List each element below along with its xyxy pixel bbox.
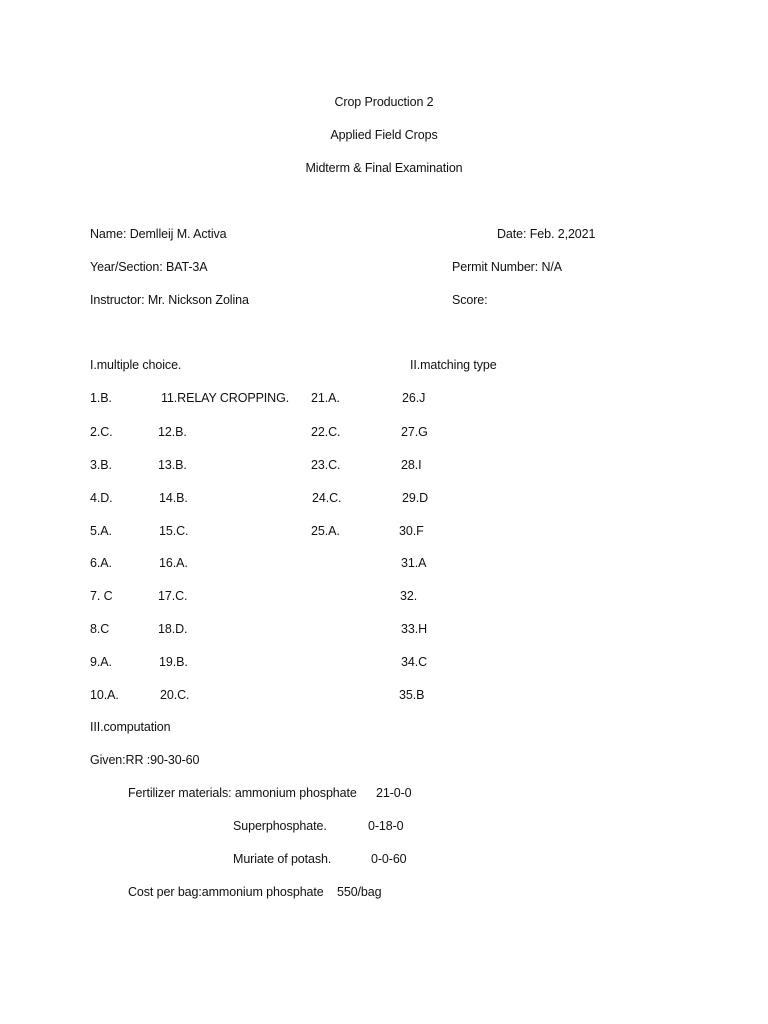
- student-name: Name: Demlleij M. Activa: [90, 227, 227, 241]
- answer-21: 21.A.: [311, 391, 340, 405]
- answer-7: 7. C: [90, 589, 113, 603]
- answer-22: 22.C.: [311, 425, 341, 439]
- fertilizer-materials-value: 21-0-0: [376, 786, 412, 800]
- answer-17: 17.C.: [158, 589, 188, 603]
- answer-19: 19.B.: [159, 655, 188, 669]
- answer-4: 4.D.: [90, 491, 113, 505]
- answer-26: 26.J: [402, 391, 426, 405]
- answer-18: 18.D.: [158, 622, 188, 636]
- answer-3: 3.B.: [90, 458, 112, 472]
- answer-16: 16.A.: [159, 556, 188, 570]
- section-computation: III.computation: [90, 720, 171, 734]
- answer-35: 35.B: [399, 688, 425, 702]
- answer-5: 5.A.: [90, 524, 112, 538]
- muriate-label: Muriate of potash.: [233, 852, 332, 866]
- answer-6: 6.A.: [90, 556, 112, 570]
- exam-title: Midterm & Final Examination: [305, 161, 463, 175]
- superphosphate-label: Superphosphate.: [233, 819, 327, 833]
- section-multiple-choice: I.multiple choice.: [90, 358, 182, 372]
- answer-13: 13.B.: [158, 458, 187, 472]
- answer-2: 2.C.: [90, 425, 113, 439]
- subject-title: Applied Field Crops: [330, 128, 438, 142]
- instructor: Instructor: Mr. Nickson Zolina: [90, 293, 249, 307]
- answer-20: 20.C.: [160, 688, 190, 702]
- course-title: Crop Production 2: [334, 95, 434, 109]
- section-matching-type: II.matching type: [410, 358, 497, 372]
- year-section: Year/Section: BAT-3A: [90, 260, 208, 274]
- answer-29: 29.D: [402, 491, 429, 505]
- answer-23: 23.C.: [311, 458, 341, 472]
- answer-9: 9.A.: [90, 655, 112, 669]
- muriate-value: 0-0-60: [371, 852, 407, 866]
- exam-date: Date: Feb. 2,2021: [497, 227, 596, 241]
- answer-11: 11.RELAY CROPPING.: [161, 391, 290, 405]
- answer-33: 33.H: [401, 622, 428, 636]
- fertilizer-materials-label: Fertilizer materials: ammonium phosphate: [128, 786, 357, 800]
- answer-1: 1.B.: [90, 391, 112, 405]
- answer-14: 14.B.: [159, 491, 188, 505]
- cost-per-bag-value: 550/bag: [337, 885, 382, 899]
- answer-10: 10.A.: [90, 688, 119, 702]
- cost-per-bag-label: Cost per bag:ammonium phosphate: [128, 885, 324, 899]
- answer-31: 31.A: [401, 556, 427, 570]
- answer-25: 25.A.: [311, 524, 340, 538]
- permit-number: Permit Number: N/A: [452, 260, 563, 274]
- answer-12: 12.B.: [158, 425, 187, 439]
- answer-27: 27.G: [401, 425, 428, 439]
- answer-32: 32.: [400, 589, 418, 603]
- score: Score:: [452, 293, 488, 307]
- answer-34: 34.C: [401, 655, 428, 669]
- answer-8: 8.C: [90, 622, 110, 636]
- superphosphate-value: 0-18-0: [368, 819, 404, 833]
- answer-28: 28.I: [401, 458, 422, 472]
- answer-15: 15.C.: [159, 524, 189, 538]
- given-rr: Given:RR :90-30-60: [90, 753, 200, 767]
- answer-30: 30.F: [399, 524, 424, 538]
- answer-24: 24.C.: [312, 491, 342, 505]
